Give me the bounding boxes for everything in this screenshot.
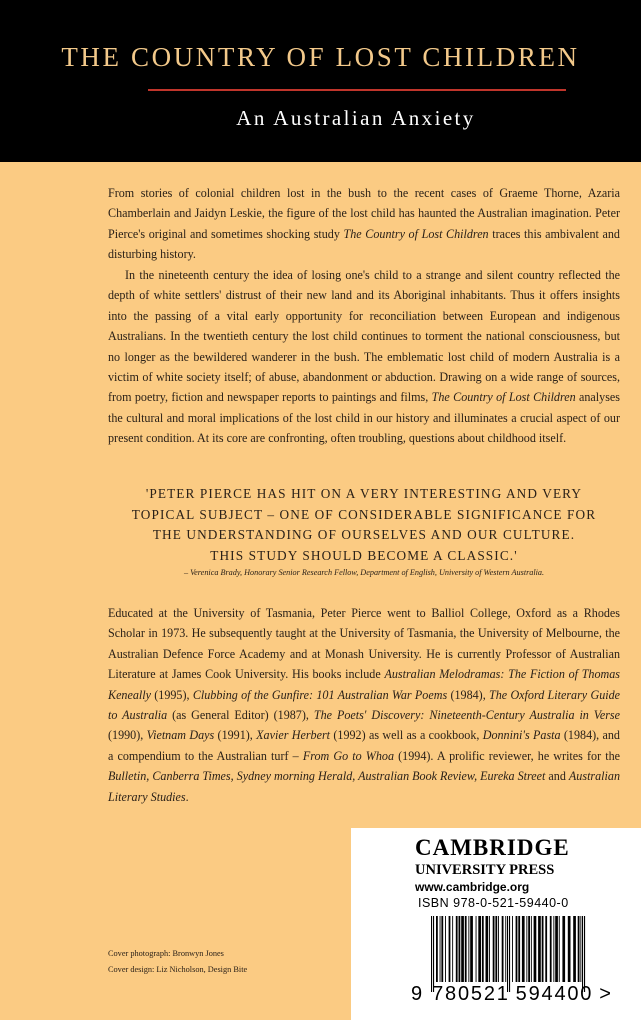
book-title-italic: The Country of Lost Children bbox=[431, 390, 576, 405]
blurb-paragraph-2: In the nineteenth century the idea of losing one's child to a strange and silent country reflected the depth of white settlers' distrust of their new land and its Aboriginal inhabitants. Thus it offers insights into the passing of a vital early opportunity for reconciliation between European and indigenous Australians. In the twentieth century the lost child continues to torment the national consciousness, but no longer as the bewildered wanderer in the bush. The emblematic lost child of modern Australia is a victim of white society itself; of abuse, abandonment or abduction. Drawing on a wide range of sources, from poetry, fiction and newspaper reports to paintings and films, The Country of Lost Children analyses the cultural and moral implications of the lost child in our history and illuminates a crucial aspect of our present condition. At its core are confronting, often troubling, questions about childhood itself. bbox=[108, 268, 620, 446]
publisher-name: CAMBRIDGE bbox=[415, 835, 570, 860]
cover-header bbox=[0, 0, 641, 162]
book-title-italic: The Country of Lost Children bbox=[343, 226, 489, 241]
isbn-label: ISBN 978-0-521-59440-0 bbox=[418, 896, 569, 910]
quote-line: THE UNDERSTANDING OF OURSELVES AND OUR CULTURE. bbox=[152, 527, 576, 542]
publisher-url: www.cambridge.org bbox=[415, 880, 530, 894]
design-credit: Cover design: Liz Nicholson, Design Bite bbox=[108, 965, 248, 974]
quote-line: TOPICAL SUBJECT – ONE OF CONSIDERABLE SIGNIFICANCE FOR bbox=[131, 506, 597, 522]
book-subtitle: An Australian Anxiety bbox=[236, 106, 476, 130]
author-bio: Educated at the University of Tasmania, Peter Pierce went to Balliol College, Oxford as a Rhodes Scholar in 1973. He subsequently taught at the University of Tasmania, the University of Melbourne, the Australian Defence Force Academy and at Monash University. He is currently Professor of Australian Literature at James Cook University. His books include Australian Melodramas: The Fiction of Thomas Keneally (1995), Clubbing of the Gunfire: 101 Australian War Poems (1984), The Oxford Literary Guide to Australia (as General Editor) (1987), The Poets' Discovery: Nineteenth-Century Australia in Verse (1990), Vietnam Days (1991), Xavier Herbert (1992) as well as a cookbook, Donnini's Pasta (1984), and a compendium to the Australian turf – From Go to Whoa (1994). A prolific reviewer, he writes for the Bulletin, Canberra Times, Sydney morning Herald, Australian Book Review, Eureka Street and Australian Literary Studies. bbox=[108, 606, 621, 804]
quote-line: 'PETER PIERCE HAS HIT ON A VERY INTERESTING AND VERY bbox=[145, 486, 583, 501]
photo-credit: Cover photograph: Bronwyn Jones bbox=[108, 949, 224, 958]
quote-attribution: – Verenica Brady, Honorary Senior Research Fellow, Department of English, University of Western Australia. bbox=[183, 568, 545, 577]
blurb-paragraph-1: From stories of colonial children lost in the bush to the recent cases of Graeme Thorne, Azaria Chamberlain and Jaidyn Leskie, the figure of the lost child has haunted the Australian imagination. Peter Pierce's original and sometimes shocking study The Country of Lost Children traces this ambivalent and disturbing history. bbox=[108, 186, 620, 262]
barcode-icon bbox=[431, 916, 586, 992]
review-quote bbox=[108, 484, 620, 566]
barcode-digits: 9 780521 594400 > bbox=[411, 983, 611, 1005]
publisher-subname: UNIVERSITY PRESS bbox=[415, 862, 555, 878]
title-divider-rule bbox=[148, 89, 566, 91]
book-title: THE COUNTRY OF LOST CHILDREN bbox=[61, 42, 580, 72]
quote-line: THIS STUDY SHOULD BECOME A CLASSIC.' bbox=[210, 547, 518, 563]
publisher-barcode-box bbox=[351, 828, 641, 1020]
cover-credits bbox=[108, 946, 247, 978]
